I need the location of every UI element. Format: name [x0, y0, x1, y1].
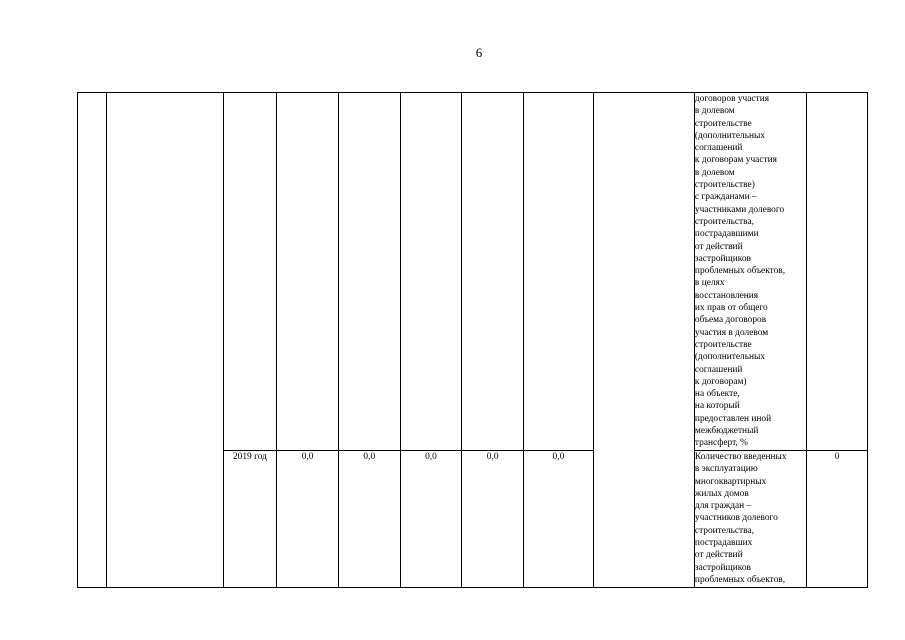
cell-finance-other: 0,0 [524, 451, 594, 588]
program-table [77, 92, 868, 588]
cell-indicator: договоров участия в долевом строительстве (дополнительных соглашений к договорам участия в долевом строительстве) с гражданами – участниками долевого строительства, пострадавшими от действий застройщиков проблемных объектов, в целях восстановления их прав от общего объема договоров участия в долевом строительстве (дополнительных соглашений к договорам) на объекте, на который предоставлен иной межбюджетный трансферт, % [694, 93, 806, 451]
cell-indicator: Количество введенных в эксплуатацию многоквартирных жилых домов для граждан – участников долевого строительства, пострадавших от действий застройщиков проблемных объектов, [694, 451, 806, 588]
cell-finance-total [277, 93, 339, 451]
cell-finance-regional [400, 93, 462, 451]
cell-indicator-value: 0 [807, 451, 868, 588]
cell-finance-federal: 0,0 [338, 451, 400, 588]
cell-number [78, 93, 107, 588]
cell-year [223, 93, 277, 451]
table-row [78, 93, 868, 451]
page-number: 6 [475, 45, 483, 60]
cell-finance-total: 0,0 [277, 451, 339, 588]
cell-measure-name [107, 93, 223, 588]
cell-finance-regional: 0,0 [400, 451, 462, 588]
cell-finance-other [524, 93, 594, 451]
cell-indicator-value [807, 93, 868, 451]
cell-executor [593, 93, 694, 588]
cell-finance-local [462, 93, 524, 451]
cell-finance-local: 0,0 [462, 451, 524, 588]
cell-year: 2019 год [223, 451, 277, 588]
cell-finance-federal [338, 93, 400, 451]
